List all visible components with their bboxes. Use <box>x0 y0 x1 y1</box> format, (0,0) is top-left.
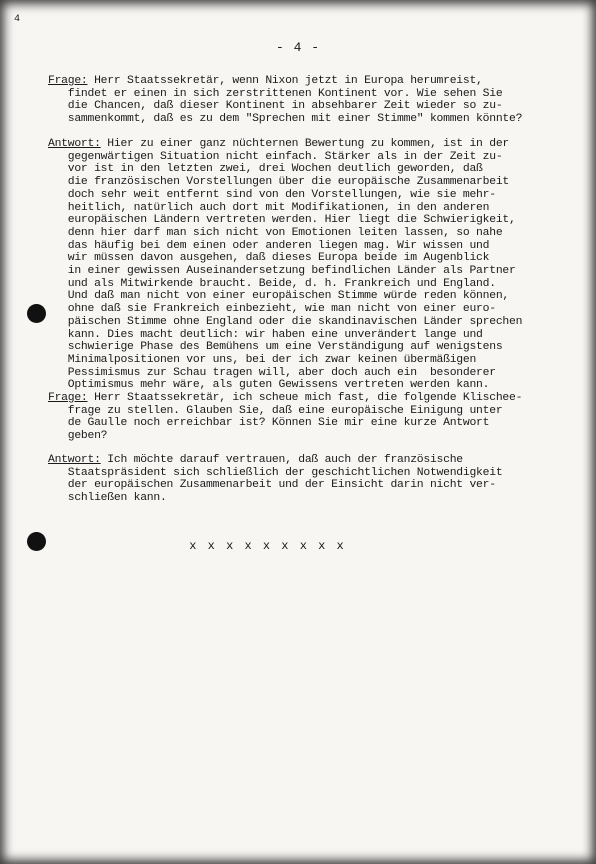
text-line: die Chancen, daß dieser Kontinent in absehbarer Zeit wieder so zu- <box>48 100 503 113</box>
corner-mark: 4 <box>14 14 21 25</box>
answer-label: Antwort: <box>48 138 101 150</box>
text-line <box>48 454 588 467</box>
text-line: Minimalpositionen vor uns, bei der ich zwar keinen übermäßigen <box>48 353 477 366</box>
text-line: sammenkommt, daß es zu dem "Sprechen mit einer Stimme" kommen könnte? <box>48 113 523 126</box>
question-block <box>48 75 588 126</box>
text-line: wir müssen davon ausgehen, daß dieses Europa beide im Augenblick <box>48 252 490 265</box>
text-line <box>48 138 588 151</box>
text-line: kann. Dies macht deutlich: wir haben eine unverändert lange und <box>48 328 483 341</box>
text-line: de Gaulle noch erreichbar ist? Können Sie mir eine kurze Antwort <box>48 417 490 430</box>
text-line: heitlich, natürlich auch dort mit Modifikationen, in den anderen <box>48 201 490 214</box>
line-text: Ich möchte darauf vertrauen, daß auch der französische <box>100 454 463 466</box>
text-line: frage zu stellen. Glauben Sie, daß eine europäische Einigung unter <box>48 404 503 417</box>
answer-block <box>48 138 588 392</box>
text-line: päischen Stimme ohne England oder die skandinavischen Länder sprechen <box>48 315 523 328</box>
answer-block <box>48 454 588 505</box>
text-line: schwierige Phase des Bemühens um eine Verständigung auf wenigstens <box>48 341 503 354</box>
text-line: gegenwärtigen Situation nicht einfach. Stärker als in der Zeit zu- <box>48 150 503 163</box>
line-text: Herr Staatssekretär, ich scheue mich fast, die folgende Klischee- <box>87 392 523 404</box>
question-block <box>48 392 588 443</box>
text-line: in einer gewissen Auseinandersetzung befindlichen Länder als Partner <box>48 265 516 278</box>
line-text: Herr Staatssekretär, wenn Nixon jetzt in Europa herumreist, <box>87 75 483 87</box>
text-line: Staatspräsident sich schließlich der geschichtlichen Notwendigkeit <box>48 466 503 479</box>
text-line: denn hier darf man sich nicht von Emotionen leiten lassen, so nahe <box>48 226 503 239</box>
text-line: schließen kann. <box>48 492 167 505</box>
answer-label: Antwort: <box>48 454 101 466</box>
text-line: doch sehr weit entfernt sind von den Vorstellungen, wie sie mehr- <box>48 188 496 201</box>
text-line: das häufig bei dem einen oder anderen liegen mag. Wir wissen und <box>48 239 490 252</box>
text-line: ohne daß sie Frankreich einbezieht, wie man nicht von einer euro- <box>48 303 496 316</box>
text-line: vor ist in den letzten zwei, drei Wochen deutlich geworden, daß <box>48 163 483 176</box>
text-line <box>48 392 588 405</box>
text-line <box>48 75 588 88</box>
text-line: Pessimismus zur Schau tragen will, aber doch auch ein besonderer <box>48 366 496 379</box>
text-line: Optimismus mehr wäre, als guten Gewissens vertreten werden kann. <box>48 379 490 392</box>
line-text: Hier zu einer ganz nüchternen Bewertung zu kommen, ist in der <box>100 138 509 150</box>
question-label: Frage: <box>48 392 88 404</box>
question-label: Frage: <box>48 75 88 87</box>
end-mark: x x x x x x x x x <box>189 539 346 553</box>
page-number: - 4 - <box>275 40 320 55</box>
text-line: europäischen Ländern vertreten werden. Hier liegt die Schwierigkeit, <box>48 214 516 227</box>
text-line: findet er einen in sich zerstrittenen Kontinent vor. Wie sehen Sie <box>48 87 503 100</box>
punch-hole <box>27 304 46 323</box>
text-line: und als Mitwirkende braucht. Beide, d. h. Frankreich und England. <box>48 277 496 290</box>
text-line: geben? <box>48 430 108 443</box>
text-line: der europäischen Zusammenarbeit und der Einsicht darin nicht ver- <box>48 479 496 492</box>
text-line: Und daß man nicht von einer europäischen Stimme würde reden können, <box>48 290 509 303</box>
text-line: die französischen Vorstellungen über die europäische Zusammenarbeit <box>48 176 509 189</box>
